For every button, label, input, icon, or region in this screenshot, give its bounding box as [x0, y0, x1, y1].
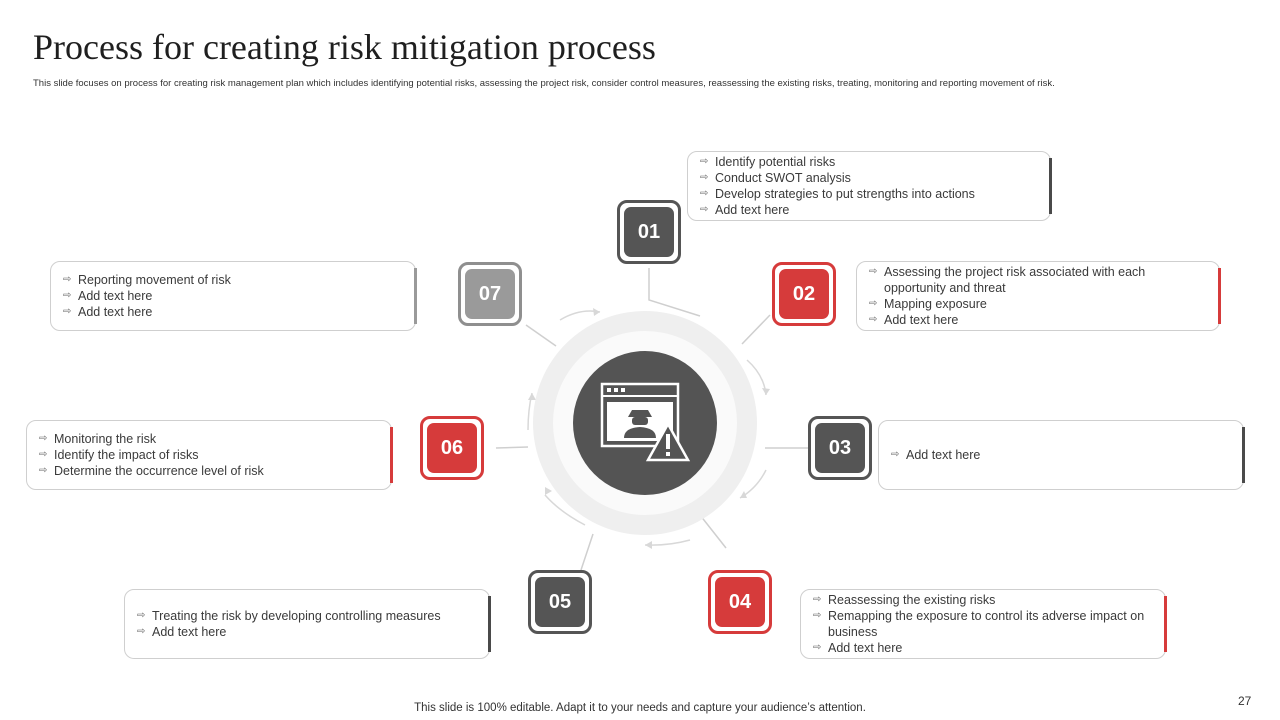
list-item: ⇨ Conduct SWOT analysis: [700, 171, 851, 185]
step-07-card: [50, 261, 416, 331]
slide-subtitle: This slide focuses on process for creating risk management plan which includes identifying potential risks, assessing the project risk, consider control measures, reassessing the existing risks, treating, monitoring and reporting movement of risk.: [33, 78, 1055, 89]
list-item: ⇨ Treating the risk by developing controlling measures: [137, 609, 441, 623]
step-06-card: [26, 420, 392, 490]
list-item: ⇨ Mapping exposure: [869, 297, 987, 311]
step-02-badge: 02: [772, 262, 836, 326]
list-item: ⇨ Identify the impact of risks: [39, 448, 199, 462]
slide-footer: This slide is 100% editable. Adapt it to your needs and capture your audience’s attention.: [414, 702, 866, 714]
step-01-card: [687, 151, 1051, 221]
step-04-badge: 04: [708, 570, 772, 634]
step-04-card: [800, 589, 1166, 659]
step-05-badge: 05: [528, 570, 592, 634]
step-03-card: [878, 420, 1244, 490]
list-item: ⇨ Reporting movement of risk: [63, 273, 231, 287]
list-item: ⇨ Monitoring the risk: [39, 432, 157, 446]
step-02-card: [856, 261, 1220, 331]
list-item: ⇨ Add text here: [891, 448, 981, 462]
list-item: ⇨ Identify potential risks: [700, 155, 836, 169]
list-item: ⇨ Add text here: [700, 203, 790, 217]
list-item: ⇨ Add text here: [869, 313, 959, 327]
list-item: ⇨ Assessing the project risk associated with each opportunity and threat: [869, 265, 1146, 295]
step-05-card: [124, 589, 490, 659]
slide-title: Process for creating risk mitigation process: [33, 27, 656, 67]
step-06-badge: 06: [420, 416, 484, 480]
list-item: ⇨ Add text here: [813, 641, 903, 655]
list-item: ⇨ Add text here: [137, 625, 227, 639]
step-01-badge: 01: [617, 200, 681, 264]
list-item: ⇨ Develop strategies to put strengths into actions: [700, 187, 975, 201]
step-07-badge: 07: [458, 262, 522, 326]
step-03-badge: 03: [808, 416, 872, 480]
list-item: ⇨ Add text here: [63, 289, 153, 303]
list-item: ⇨ Determine the occurrence level of risk: [39, 464, 264, 478]
list-item: ⇨ Add text here: [63, 305, 153, 319]
list-item: ⇨ Reassessing the existing risks: [813, 593, 996, 607]
hacker-browser-warning-icon: [598, 380, 694, 468]
page-number: 27: [1238, 694, 1252, 708]
list-item: ⇨ Remapping the exposure to control its adverse impact on business: [813, 609, 1145, 639]
